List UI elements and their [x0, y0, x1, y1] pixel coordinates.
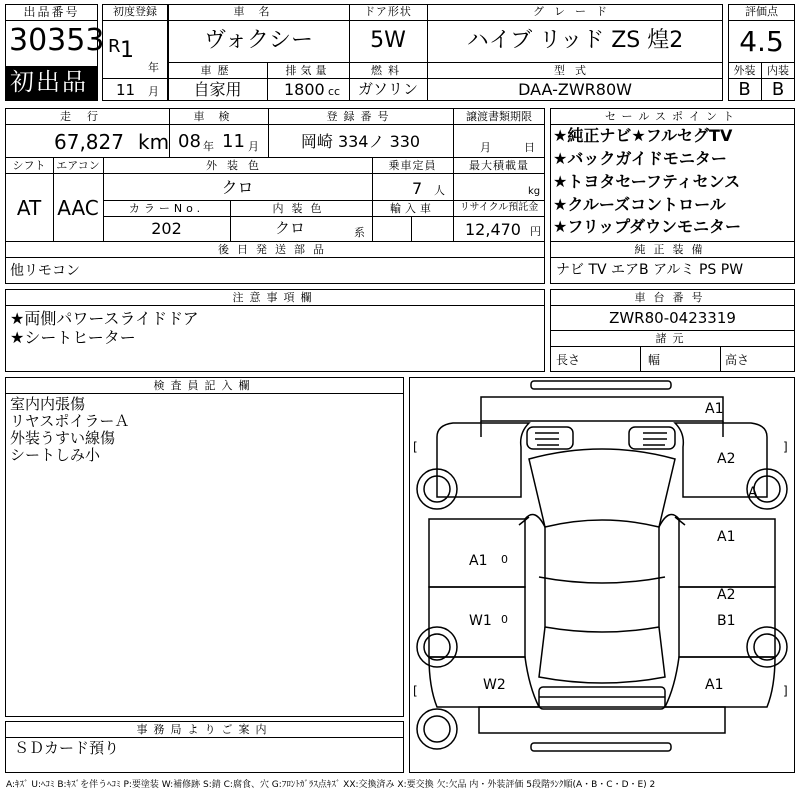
- capacity: 7: [412, 179, 423, 198]
- fuel-label: 燃料: [371, 64, 405, 77]
- model-code: DAA-ZWR80W: [518, 80, 632, 99]
- capacity-label: 乗車定員: [388, 159, 437, 172]
- color-number-label: カラーNo.: [128, 202, 205, 215]
- side-mark: 0: [501, 553, 508, 566]
- bracket: ]: [783, 440, 788, 454]
- inspection-month-unit: 月: [248, 140, 259, 153]
- shift-label: シフト: [12, 159, 46, 172]
- interior-color-label: 内装色: [272, 202, 330, 215]
- score-label: 評価点: [745, 5, 778, 18]
- width-label: 幅: [648, 353, 661, 367]
- lot-number-label: 出品番号: [23, 5, 80, 19]
- length-label: 長さ: [556, 353, 581, 367]
- door-type: 5W: [370, 28, 406, 53]
- damage-mark: A: [748, 485, 758, 501]
- registration-month: 11: [116, 81, 136, 99]
- sales-point-item: ★トヨタセーフティセンス: [553, 172, 741, 191]
- chassis-label: 車台番号: [634, 291, 711, 304]
- bracket: [: [413, 684, 418, 698]
- inspection-year-unit: 年: [203, 140, 214, 153]
- capacity-unit: 人: [434, 184, 445, 197]
- inspector-note: 外装うすい線傷: [10, 429, 116, 447]
- max-load-unit: kg: [528, 186, 541, 197]
- recycle-fee: 12,470: [465, 220, 521, 239]
- sales-points-label: セールスポイント: [604, 110, 740, 123]
- interior-color-unit: 系: [354, 226, 365, 239]
- exterior-label: 外装: [733, 64, 756, 77]
- damage-mark: A2: [717, 587, 736, 603]
- recycle-unit: 円: [530, 225, 541, 238]
- exterior-color: クロ: [221, 178, 254, 197]
- damage-mark: A1: [469, 553, 488, 569]
- transfer-deadline-label: 譲渡書類期限: [466, 110, 532, 123]
- aircon-label: エアコン: [56, 159, 100, 172]
- inspector-note: リヤスポイラーＡ: [10, 412, 130, 430]
- grade-label: グレード: [533, 5, 617, 18]
- exterior-color-label: 外装色: [206, 159, 269, 172]
- damage-mark: A2: [717, 451, 736, 467]
- side-mark: 0: [501, 613, 508, 626]
- history-label: 車歴: [200, 64, 235, 77]
- later-parts-label: 後日発送部品: [218, 243, 332, 256]
- dims-label: 諸元: [655, 332, 690, 345]
- registration-year-unit: 年: [148, 61, 159, 74]
- inspector-label: 検査員記入欄: [153, 379, 256, 392]
- model-label: 型式: [554, 64, 596, 77]
- transfer-day-unit: 日: [524, 141, 535, 154]
- office-note: ＳＤカード預り: [14, 739, 120, 757]
- bracket: [: [413, 440, 418, 454]
- grade: ハイブ リッド ZS 煌2: [466, 28, 684, 53]
- history: 自家用: [193, 80, 242, 99]
- registration-month-unit: 月: [148, 85, 159, 98]
- bracket: ]: [783, 684, 788, 698]
- mileage-unit: km: [138, 130, 170, 154]
- color-number: 202: [151, 219, 182, 238]
- damage-mark: A1: [705, 677, 724, 693]
- first-listing-label: 初出品: [10, 68, 88, 96]
- sales-point-item: ★フリップダウンモニター: [553, 217, 741, 236]
- later-parts: 他リモコン: [10, 263, 80, 279]
- inspection-month: 11: [222, 131, 245, 152]
- recycle-label: リサイクル預託金: [459, 202, 539, 213]
- inspection-year: 08: [178, 131, 201, 152]
- caution-item: ★シートヒーター: [10, 328, 136, 347]
- damage-mark: A1: [717, 529, 736, 545]
- transfer-month-unit: 月: [480, 141, 491, 154]
- mileage-label: 走行: [60, 110, 114, 123]
- height-label: 高さ: [725, 353, 750, 367]
- sales-point-item: ★バックガイドモニター: [553, 149, 727, 168]
- plate-label: 登録番号: [326, 110, 395, 123]
- equipment-label: 純正装備: [634, 243, 711, 256]
- import-label: 輸入車: [390, 202, 435, 215]
- caution-label: 注意事項欄: [232, 291, 318, 304]
- car-damage-diagram: [409, 377, 795, 773]
- office-label: 事務局よりご案内: [136, 723, 273, 736]
- exterior-grade: B: [738, 79, 751, 100]
- chassis-number: ZWR80-0423319: [609, 309, 736, 327]
- inspection-label: 車検: [193, 110, 244, 123]
- car-name-label: 車名: [233, 5, 284, 18]
- damage-mark: A1: [705, 401, 724, 417]
- shift: AT: [16, 196, 42, 220]
- displacement-label: 排気量: [285, 64, 331, 77]
- registration-year: 1: [120, 38, 134, 63]
- caution-item: ★両側パワースライドドア: [10, 309, 199, 328]
- plate-number: 岡崎 334ノ 330: [300, 132, 421, 151]
- sales-point-item: ★クルーズコントロール: [553, 195, 726, 214]
- damage-mark: B1: [717, 613, 736, 629]
- damage-mark: W1: [469, 613, 492, 629]
- mileage: 67,827: [54, 130, 124, 154]
- equipment: ナビ TV エアB アルミ PS PW: [556, 262, 744, 278]
- fuel: ガソリン: [357, 80, 418, 98]
- displacement-unit: cc: [328, 85, 341, 98]
- sales-point-item: ★純正ナビ★フルセグTV: [553, 126, 733, 145]
- door-type-label: ドア形状: [364, 5, 412, 18]
- registration-era: R: [108, 36, 121, 57]
- interior-label: 内装: [767, 64, 789, 77]
- displacement: 1800: [284, 80, 325, 99]
- damage-mark: W2: [483, 677, 506, 693]
- interior-grade: B: [771, 79, 785, 100]
- inspector-note: シートしみ小: [10, 446, 101, 464]
- legend: A:ｷｽﾞ U:ﾍｺﾐ B:ｷｽﾞを伴うﾍｺﾐ P:要塗装 W:補修跡 S:錆 C:腐食、穴 G:ﾌﾛﾝﾄｶﾞﾗｽ点ｷｽﾞ XX:交換済み X:要交換 欠:欠品 内・外装評価 5段階ﾗﾝｸ順(A・B・C・D・E) 2: [6, 780, 656, 790]
- aircon: AAC: [57, 196, 99, 220]
- max-load-label: 最大積載量: [469, 159, 529, 172]
- lot-number: 30353: [9, 23, 105, 58]
- car-name: ヴォクシー: [203, 28, 314, 53]
- registration-label: 初度登録: [113, 5, 157, 18]
- overall-score: 4.5: [739, 25, 784, 58]
- inspector-note: 室内内張傷: [10, 395, 86, 413]
- interior-color: クロ: [274, 219, 305, 237]
